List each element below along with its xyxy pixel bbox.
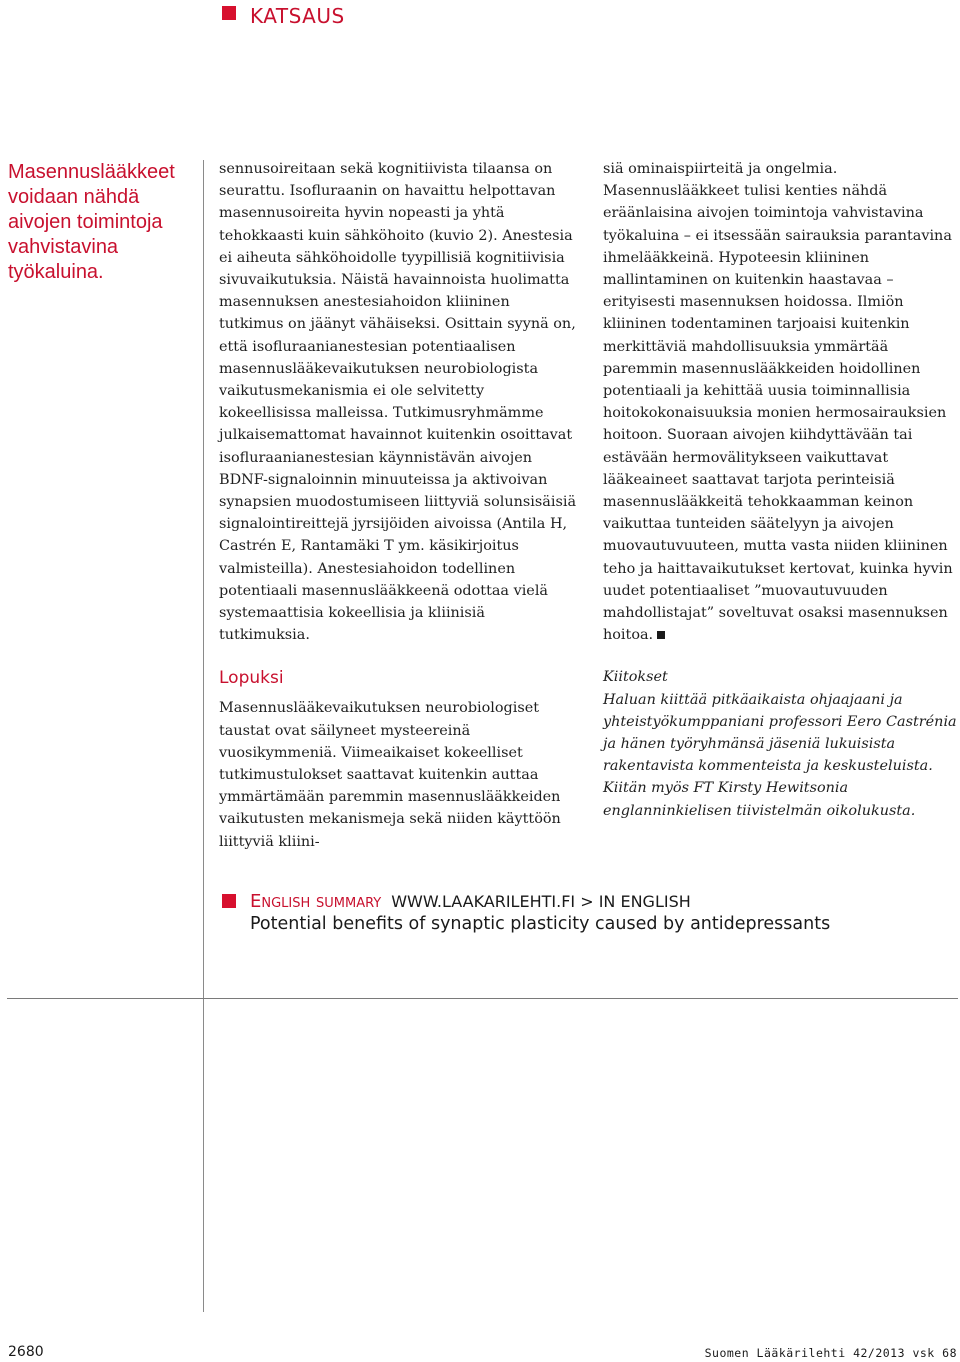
summary-marker-square — [222, 894, 236, 908]
section-label: KATSAUS — [250, 4, 345, 28]
body-text: siä ominaispiirteitä ja ongelmia. Masennuslääkkeet tulisi kenties nähdä eräänlaisina aivojen toimintoja vahvistavina työkaluina – ei itsessään sairauksia parantavina ihmelääkkeinä. Hypoteesin kliininen mallintaminen on kuitenkin haastavaa – erityisesti masennuksen hoidossa. Ilmiön kliininen todentaminen tarjoaisi kuitenkin merkittäviä mahdollisuuksia ymmärtää paremmin masennuslääkkeiden hoidollinen potentiaali ja kehittää uusia toiminnallisia hoitokokonaisuuksia monien hermosairauksien hoitoon. Suoraan aivojen kiihdyttävään tai estävään hermovälitykseen vaikuttavat lääkeaineet saattavat tarjota perinteisiä masennuslääkkeitä tehokkaamman keinon vaikuttaa tunteiden säätelyyn ja aivojen muovautuvuuteen, mutta vasta niiden kliininen teho ja haittavaikutukset kertovat, kuinka hyvin uudet potentiaaliset ”muovautuvuuden mahdollistajat” soveltuvat osaksi masennuksen hoitoa. — [603, 161, 953, 644]
body-paragraph: sennusoireitaan sekä kognitiivista tilaansa on seurattu. Isofluraanin on havaittu helpottavan masennusoireita hyvin nopeasti ja yhtä tehokkaasti kuin sähköhoito (kuvio 2). Anestesia ei aiheuta sähköhoidolle tyypillisiä kognitiivisia sivuvaikutuksia. Näistä havainnoista huolimatta masennuksen anestesiahoidon kliininen tutkimus on jäänyt vähäiseksi. Osittain syynä on, että isofluraanianestesian potentiaalisen masennuslääkevaikutuksen neurobiologista vaikutusmekanismia ei ole selvitetty kokeellisissa malleissa. Tutkimusryhmämme julkaisemattomat havainnot kuitenkin osoittavat isofluraanianestesian käynnistävän aivojen BDNF-signaloinnin minuuteissa ja aktivoivan synapsien muodostumiseen liittyviä solunsisäisiä signalointireittejä jyrsijöiden aivoissa (Antila H, Castrén E, Rantamäki T ym. käsikirjoitus valmisteilla). Anestesiahoidon todellinen potentiaali masennuslääkkeenä odottaa vielä systemaattisia kokeellisia ja kliinisiä tutkimuksia. — [219, 161, 577, 644]
article-column-1 — [219, 158, 577, 853]
english-summary-header — [250, 890, 691, 914]
page-number: 2680 — [8, 1344, 44, 1360]
english-summary-link[interactable]: WWW.LAAKARILEHTI.FI > IN ENGLISH — [391, 892, 691, 911]
section-marker-square — [222, 6, 236, 20]
footer-divider — [7, 998, 958, 999]
acknowledgements-title: Kiitokset — [603, 669, 668, 686]
pullquote: Masennuslääkkeet voidaan nähdä aivojen toimintoja vahvistavina työkaluina. — [8, 161, 175, 283]
acknowledgements-text: Haluan kiittää pitkäaikaista ohjaajaani ja yhteistyökumppaniani professori Eero Castrénia ja hänen työryhmänsä jäseniä lukuisista rakentavista kommenteista ja keskusteluista. Kiitän myös FT Kirsty Hewitsonia englanninkielisen tiivistelmän oikolukusta. — [603, 691, 957, 819]
journal-info: Suomen Lääkärilehti 42/2013 vsk 68 — [704, 1346, 957, 1360]
article-column-2 — [603, 158, 958, 822]
column-divider — [203, 160, 204, 1312]
subheading-lopuksi: Lopuksi — [219, 668, 284, 689]
end-of-article-mark — [657, 631, 665, 639]
body-paragraph: Masennuslääkevaikutuksen neurobiologiset taustat ovat säilyneet mysteereinä vuosikymmeniä. Viimeaikaiset kokeelliset tutkimustulokset saattavat kuitenkin auttaa ymmärtämään paremmin masennuslääkkeiden vaikutusten mekanismeja sekä niiden käyttöön liittyviä kliini- — [219, 700, 561, 850]
body-paragraph — [603, 158, 958, 646]
english-summary-label: English summary — [250, 891, 382, 912]
english-summary-title: Potential benefits of synaptic plasticity caused by antidepressants — [250, 914, 831, 934]
